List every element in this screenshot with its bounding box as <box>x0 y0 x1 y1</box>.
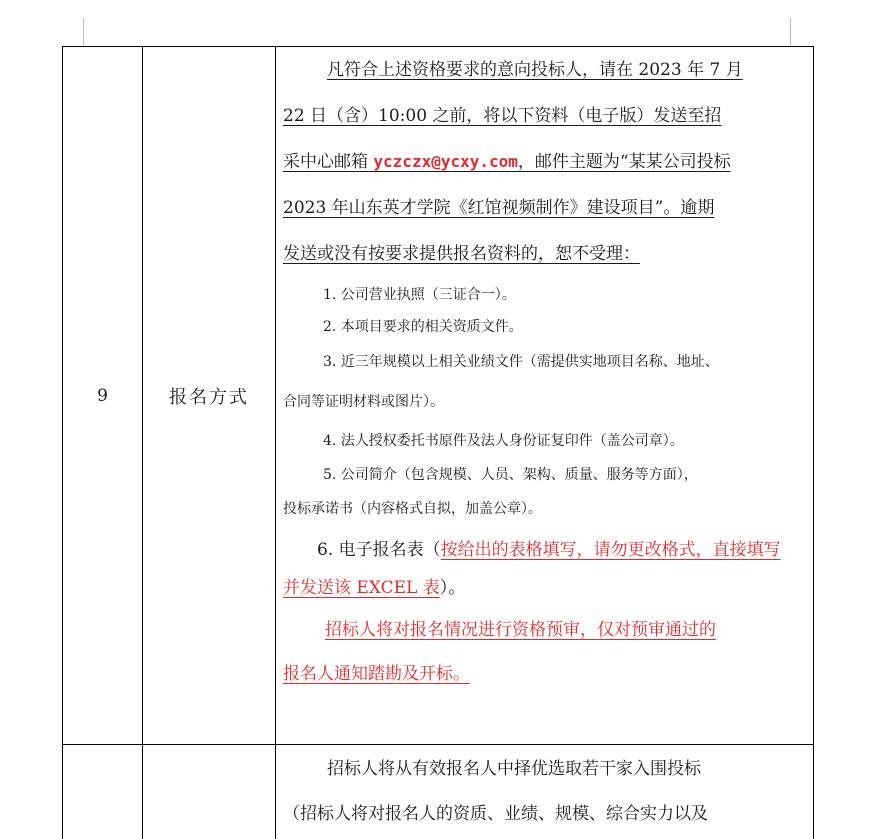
row-number: 9 <box>97 385 108 406</box>
item-6-red-instruction-continued: 并发送该 EXCEL 表 <box>283 578 440 598</box>
notice-line-2: 报名人通知踏勘及开标。 <box>283 664 470 684</box>
list-item-5: 5. 公司简介（包含规模、人员、架构、质量、服务等方面）， <box>323 467 698 483</box>
intro-line-2: 22 日（含）10:00 之前，将以下资料（电子版）发送至招 <box>283 106 722 126</box>
row-divider <box>62 744 814 745</box>
list-item-3-continued: 合同等证明材料或图片）。 <box>283 394 444 410</box>
page-corner-mark-left <box>83 18 84 46</box>
intro-line-5: 发送或没有按要求提供报名资料的，恕不受理： <box>283 244 640 264</box>
list-item-2: 2. 本项目要求的相关资质文件。 <box>323 319 523 335</box>
page-corner-mark-right <box>790 18 791 46</box>
column-divider-2 <box>275 46 276 839</box>
list-item-6-continued: 并发送该 EXCEL 表）。 <box>283 578 466 598</box>
item-6-red-instruction: 按给出的表格填写，请勿更改格式，直接填写 <box>440 540 781 560</box>
intro-line-4: 2023 年山东英才学院《红馆视频制作》建设项目”。逾期 <box>283 198 715 218</box>
method-label-cell <box>143 47 275 744</box>
notice-line-1: 招标人将对报名情况进行资格预审，仅对预审通过的 <box>325 620 716 640</box>
list-item-6: 6. 电子报名表（按给出的表格填写，请勿更改格式，直接填写 <box>317 540 781 560</box>
email-address: yczczx@ycxy.com <box>373 152 518 171</box>
intro-line-1: 凡符合上述资格要求的意向投标人，请在 2023 年 7 月 <box>327 60 743 80</box>
list-item-4: 4. 法人授权委托书原件及法人身份证复印件（盖公司章）。 <box>323 433 684 449</box>
list-item-5-continued: 投标承诺书（内容格式自拟，加盖公章）。 <box>283 501 542 517</box>
intro-line-3: 采中心邮箱 yczczx@ycxy.com，邮件主题为“某某公司投标 <box>283 152 731 172</box>
table-right-border <box>813 46 814 839</box>
method-label: 报名方式 <box>169 386 249 408</box>
list-item-3: 3. 近三年规模以上相关业绩文件（需提供实地项目名称、地址、 <box>323 354 719 370</box>
list-item-1: 1. 公司营业执照（三证合一）。 <box>323 287 516 303</box>
next-row-line-2: （招标人将对报名人的资质、业绩、规模、综合实力以及 <box>283 804 708 824</box>
email-subject-prefix: ，邮件主题为“某某公司投标 <box>517 152 731 172</box>
next-row-line-1: 招标人将从有效报名人中择优选取若干家入围投标 <box>327 759 701 779</box>
row-number-cell <box>63 47 142 744</box>
